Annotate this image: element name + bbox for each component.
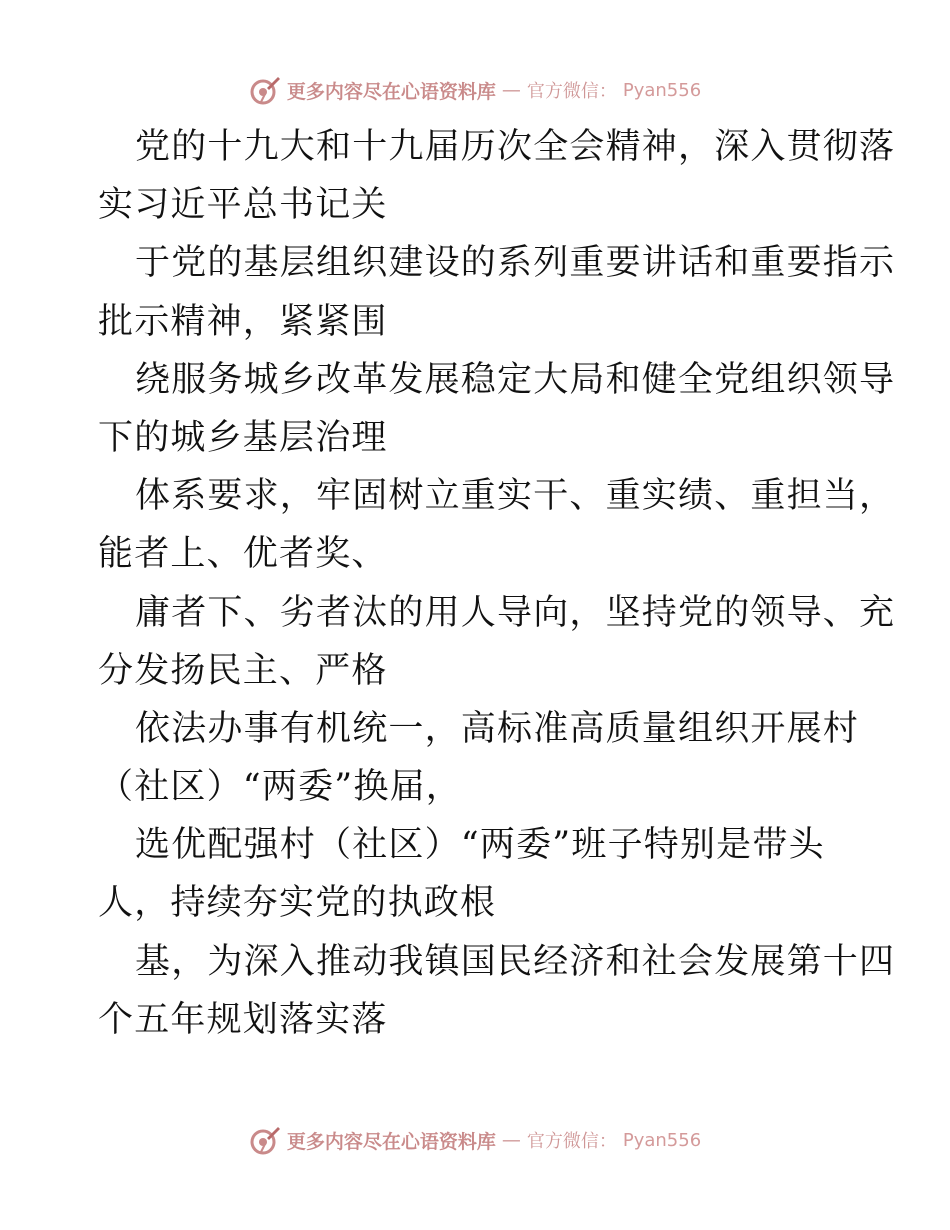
text-line: 人，持续夯实党的执政根 <box>98 883 497 924</box>
pen-logo-icon <box>249 1124 281 1156</box>
text-line: 于党的基层组织建设的系列重要讲话和重要指示 <box>135 243 896 284</box>
watermark-separator: — <box>501 1129 521 1151</box>
text-line: （社区）“两委”换届， <box>98 767 462 808</box>
text-line: 依法办事有机统一，高标准高质量组织开展村 <box>135 708 860 749</box>
text-line: 庸者下、劣者汰的用人导向，坚持党的领导、充 <box>135 592 896 633</box>
watermark-text: 更多内容尽在心语资料库 <box>286 1130 496 1153</box>
watermark-wechat-id: Pyan556 <box>622 79 702 101</box>
text-line: 体系要求，牢固树立重实干、重实绩、重担当， <box>135 476 896 517</box>
text-line: 绕服务城乡改革发展稳定大局和健全党组织领导 <box>135 359 896 400</box>
text-line: 基，为深入推动我镇国民经济和社会发展第十四 <box>135 941 896 982</box>
text-line: 选优配强村（社区）“两委”班子特别是带头 <box>135 825 825 866</box>
header-watermark <box>0 70 950 110</box>
text-line: 实习近平总书记关 <box>98 185 388 226</box>
text-line: 分发扬民主、严格 <box>98 650 388 691</box>
document-body <box>98 118 896 1049</box>
text-line: 批示精神，紧紧围 <box>98 301 388 342</box>
footer-watermark <box>0 1120 950 1160</box>
watermark-text: 更多内容尽在心语资料库 <box>286 80 496 103</box>
watermark-official-label: 官方微信： <box>526 81 617 102</box>
watermark-official-label: 官方微信： <box>526 1131 617 1152</box>
text-line: 个五年规划落实落 <box>98 999 388 1040</box>
text-line: 下的城乡基层治理 <box>98 417 388 458</box>
watermark-separator: — <box>501 79 521 101</box>
text-line: 能者上、优者奖、 <box>98 534 388 575</box>
text-line: 党的十九大和十九届历次全会精神，深入贯彻落 <box>135 127 896 167</box>
watermark-wechat-id: Pyan556 <box>622 1129 702 1151</box>
pen-logo-icon <box>249 74 281 106</box>
